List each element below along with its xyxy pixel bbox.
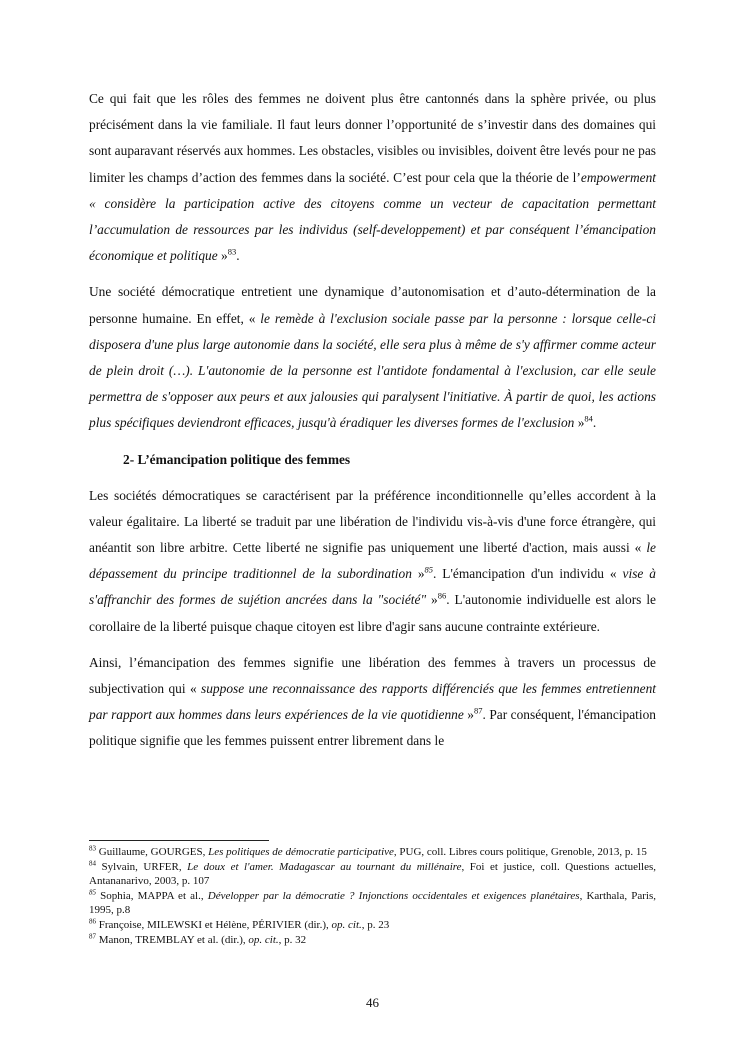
text: , PUG, coll. Libres cours politique, Grenoble, 2013, p. 15 — [393, 846, 647, 858]
text: Guillaume, GOURGES, — [96, 846, 209, 858]
footnote-title: op. cit. — [248, 933, 279, 946]
footnote-86 — [89, 918, 656, 933]
text: , p. 32 — [278, 933, 307, 946]
footnote-number: 84 — [89, 858, 96, 867]
paragraph-autonomisation — [89, 279, 656, 436]
footnote-ref-85-number: 85 — [424, 564, 434, 575]
text: Ce qui fait que les rôles des femmes ne doivent plus être cantonnés dans la sphère privée, ou plus précisément dans la vie familiale. Il faut leurs donner l’opportunité de s’investir dans des domaines qui sont auparavant réservés aux hommes. Les obstacles, visibles ou invisibles, doivent être levés pour ne pas limiter les champs d’action des femmes dans la société. C’est pour cela que la théorie de l’ — [89, 91, 656, 185]
footnote-87 — [89, 933, 656, 948]
quote-italic: vise à s'affranchir des formes de sujétion ancrées dans la "société" — [89, 566, 656, 608]
quote-italic: le dépassement du principe traditionnel de la subordination — [89, 540, 656, 582]
paragraph-empowerment — [89, 86, 656, 269]
quote-italic: empowerment « considère la participation active des citoyens comme un vecteur de capacitation permettant l’accumulation de ressources par les individus (self-developpement) et par conséquent l’émancipation économique et politique — [89, 169, 656, 264]
text: Les sociétés démocratiques se caractérisent par la préférence inconditionnelle qu’elles accordent à la valeur égalitaire. La liberté se traduit par une libération de l'individu vis-à-vis d'une force étrangère, qui anéantit son libre arbitre. Cette liberté ne signifie pas uniquement une liberté d'action, mais aussi « — [89, 487, 656, 556]
text: . L'émancipation d'un individu « — [433, 566, 623, 582]
footnote-title: op. cit. — [331, 918, 362, 931]
footnote-ref-84[interactable]: 84 — [584, 413, 593, 424]
text: , p. 23 — [361, 918, 390, 931]
quote-italic: le remède à l'exclusion sociale passe par la personne : lorsque celle-ci disposera d'une plus large autonomie dans la société, elle sera plus à même de s'y affirmer comme acteur de plein droit (…). L'autonomie de la personne est l'antidote fondamental à l'exclusion, car elle seule permettra de s'opposer aux peurs et aux jalousies qui paralysent l'initiative. À partir de quoi, les actions plus spécifiques deviendront efficaces, jusqu'à éradiquer les diverses formes de l'exclusion — [89, 310, 656, 431]
footnote-title: Les politiques de démocratie participative — [208, 846, 394, 858]
text: » — [411, 566, 425, 582]
text: . — [236, 248, 240, 264]
footnote-ref-86[interactable]: 86 — [437, 590, 447, 601]
footnote-title: Développer par la démocratie ? Injonctions occidentales et exigences planétaires — [207, 889, 580, 902]
footnote-number: 86 — [89, 917, 96, 926]
footnote-number: 83 — [89, 844, 96, 853]
text: . L'autonomie individuelle est alors le corollaire de la liberté puisque chaque citoyen est libre d'agir sans aucune contrainte extérieure. — [89, 592, 656, 634]
text: Sylvain, URFER, — [96, 860, 188, 873]
text: Sophia, MAPPA et al., — [96, 889, 208, 902]
text: Une société démocratique entretient une dynamique d’autonomisation et d’auto-détermination de la personne humaine. En effet, « — [89, 284, 656, 326]
footnote-divider — [89, 840, 269, 841]
page-number: 46 — [366, 995, 379, 1010]
footnote-83 — [89, 845, 656, 860]
text: . Par conséquent, l'émancipation politique signifie que les femmes puissent entrer librement dans le — [89, 707, 656, 749]
text: . — [592, 415, 597, 431]
footnote-ref-85[interactable] — [425, 565, 434, 575]
paragraph-emancipation-femmes — [89, 650, 656, 755]
footnote-85 — [89, 889, 656, 918]
footnote-ref-83[interactable]: 83 — [227, 246, 237, 257]
text: , Karthala, Paris, 1995, p.8 — [89, 889, 656, 917]
text: , Foi et justice, coll. Questions actuelles, Antananarivo, 2003, p. 107 — [89, 860, 656, 888]
footnote-number — [89, 888, 96, 896]
paragraph-societes-democratiques — [89, 483, 656, 640]
text: Françoise, MILEWSKI et Hélène, PÉRIVIER (dir.), — [96, 918, 332, 931]
text: » — [463, 707, 474, 723]
page-body — [89, 86, 656, 765]
quote-italic: suppose une reconnaissance des rapports différenciés que les femmes entretiennent par rapport aux hommes dans leurs expériences de la vie quotidienne — [89, 681, 656, 723]
text: » — [426, 592, 438, 608]
text: » — [217, 248, 228, 264]
section-heading: 2- L’émancipation politique des femmes — [123, 451, 351, 467]
footnote-number-italic: 85 — [89, 888, 96, 897]
text: » — [574, 415, 585, 431]
footnotes — [89, 845, 656, 947]
text: Ainsi, l’émancipation des femmes signifie une libération des femmes à travers un processus de subjectivation qui « — [89, 654, 656, 697]
footnote-ref-87[interactable]: 87 — [473, 705, 483, 716]
footnote-84 — [89, 860, 656, 889]
text: Manon, TREMBLAY et al. (dir.), — [96, 933, 249, 946]
footnote-title: Le doux et l'amer. Madagascar au tournant du millénaire — [187, 860, 462, 873]
footnote-number: 87 — [89, 931, 96, 940]
